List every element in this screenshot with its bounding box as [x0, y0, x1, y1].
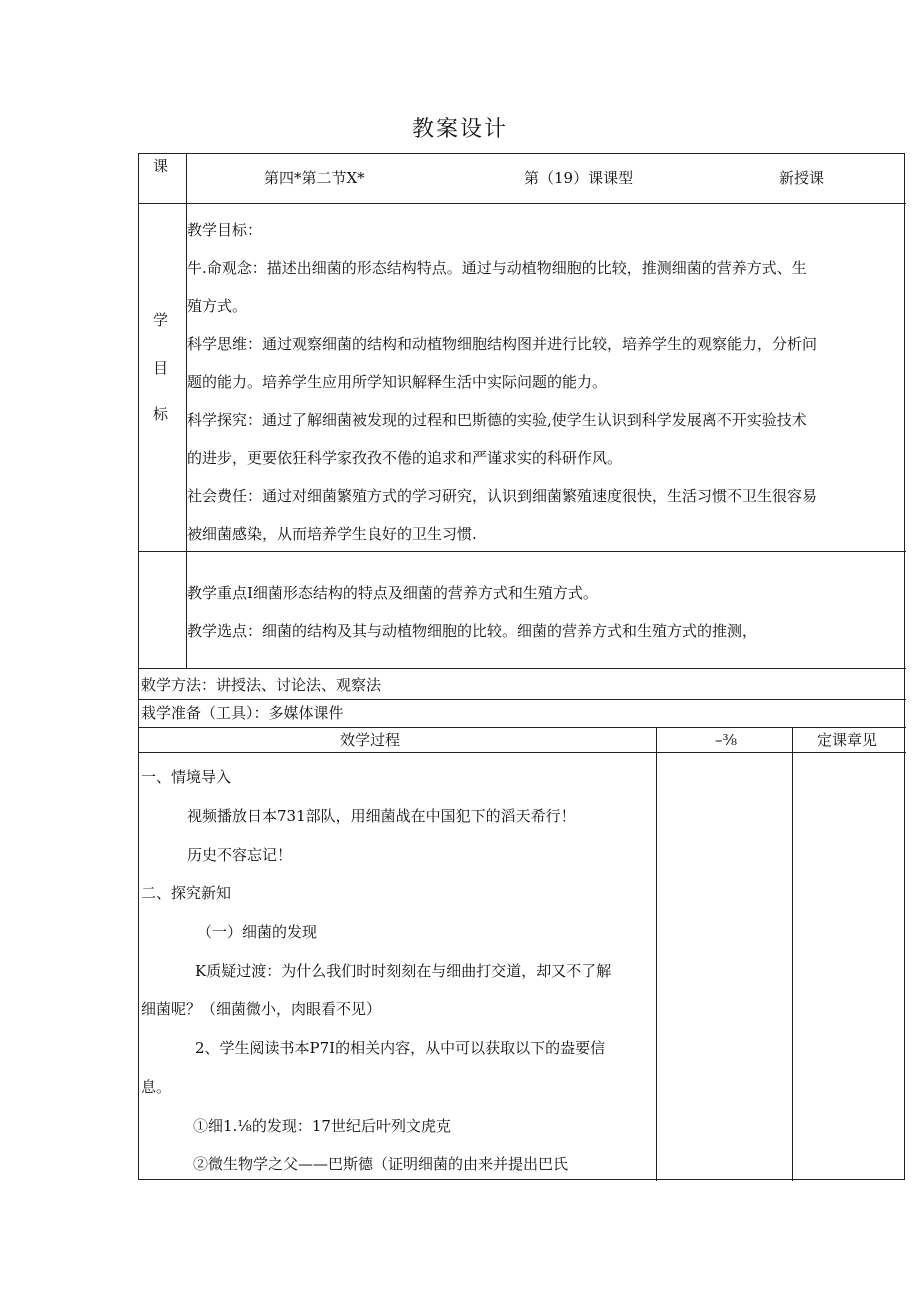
column-divider [656, 727, 657, 1181]
chapter-section: 第四*第二节X* [264, 169, 365, 187]
process-text: 2、学生阅读书本P7I的相关内容，从中可以获取以下的盎要信 [195, 1039, 606, 1057]
goals-line: 教学目标： [187, 221, 263, 239]
process-text: ①细1.⅛的发现：17世纪后叶列文虎克 [193, 1117, 451, 1135]
process-text: ②微生物学之父——巴斯德（证明细菌的由来并提出巴氏 [193, 1155, 569, 1173]
goals-line: 被细菌感染，从而培养学生良好的卫生习惯. [187, 525, 477, 543]
process-subheading: （一）细菌的发现 [197, 923, 318, 941]
lesson-number: 第（19）课课型 [524, 169, 634, 187]
document-title: 教案设计 [411, 117, 508, 142]
process-text: K质疑过渡：为什么我们时时刻刻在与细曲打交道，却又不了解 [195, 962, 612, 980]
process-text: 视频播放日本731部队，用细菌战在中国犯下的滔天希行！ [187, 807, 576, 825]
row-divider [139, 203, 906, 204]
goals-side-label-1: 学 [153, 311, 169, 329]
goals-line: 的进步，更要依狂科学家孜孜不倦的追求和严谨求实的科研作风。 [187, 449, 623, 467]
lesson-plan-table [138, 153, 905, 1180]
process-column-header: 效学过程 [340, 731, 401, 749]
row-divider [139, 668, 906, 669]
notes-column-header: 定课章见 [817, 731, 878, 749]
goals-side-label-2: 目 [153, 359, 169, 377]
lesson-type: 新授课 [779, 169, 825, 187]
goals-line: 牛.命观念：描述出细菌的形态结构特点。通过与动植物细胞的比较，推测细菌的营养方式、生 [187, 259, 807, 277]
process-section-heading: 二、探究新知 [141, 884, 232, 902]
goals-side-label-3: 标 [153, 405, 169, 423]
process-section-heading: 一、情境导入 [141, 768, 232, 786]
teaching-preparation: 栽学准备（工具）：多媒体课件 [141, 704, 344, 722]
teaching-difficulty: 教学选点：细菌的结构及其与动植物细胞的比较。细菌的营养方式和生殖方式的推测， [187, 622, 758, 640]
goals-line: 题的能力。培养学生应用所学知识解释生活中实际问题的能力。 [187, 373, 608, 391]
middle-column-header: –⅜ [715, 731, 738, 749]
process-text: 细菌呢？（细菌微小，肉眼看不见） [141, 1000, 382, 1018]
goals-line: 殖方式。 [187, 297, 248, 315]
column-divider [792, 727, 793, 1181]
teaching-goals [187, 211, 899, 553]
row-divider [139, 727, 906, 728]
process-text: 息。 [141, 1078, 172, 1096]
teaching-focus: 教学重点I细菌形态结构的特点及细菌的营养方式和生殖方式。 [187, 584, 598, 602]
row-divider [139, 699, 906, 700]
header-label: 课 [153, 157, 169, 175]
teaching-method: 敕学方法：讲授法、讨论法、观察法 [141, 676, 382, 694]
goals-line: 科学思维：通过观察细菌的结构和动植物细胞结构图并进行比较，培养学生的观察能力，分析问 [187, 335, 818, 353]
process-text: 历史不容忘记！ [187, 846, 293, 864]
row-divider [139, 752, 906, 753]
goals-line: 科学探究：通过了解细菌被发现的过程和巴斯德的实验,使学生认识到科学发展离不开实验技术 [187, 411, 807, 429]
goals-line: 社会费任：通过对细菌繁殖方式的学习研究，认识到细菌繁殖速度很快，生活习惯不卫生很容易 [187, 487, 818, 505]
